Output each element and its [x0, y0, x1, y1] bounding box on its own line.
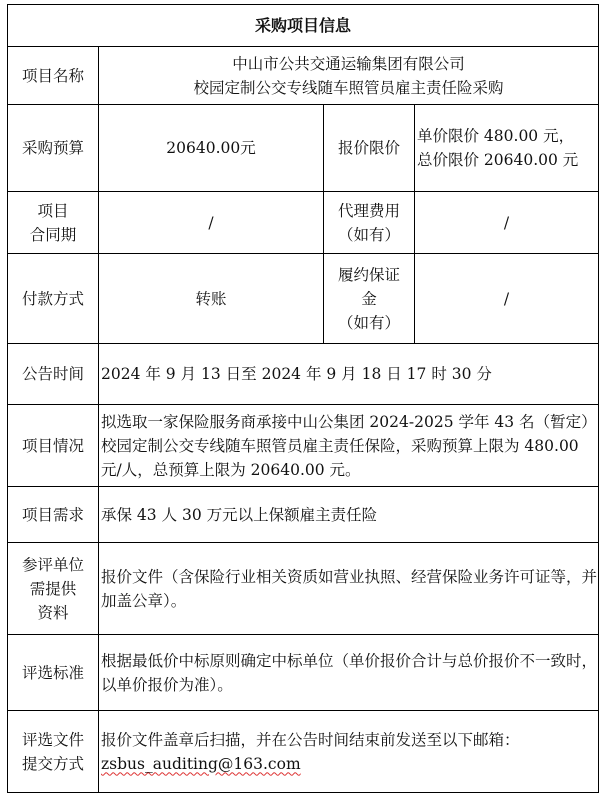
- performance-bond-value: /: [415, 254, 599, 344]
- notice-time-row: [8, 344, 599, 405]
- price-limit-value: [415, 105, 599, 192]
- performance-bond-label: [324, 254, 415, 344]
- project-name-line1: 中山市公共交通运输集团有限公司: [232, 54, 465, 73]
- performance-bond-label-line3: （如有）: [337, 313, 400, 332]
- project-name-line2: 校园定制公交专线随车照管员雇主责任险采购: [193, 78, 504, 97]
- unit-price-limit: 单价限价 480.00 元，: [417, 127, 575, 145]
- requirement-value: 承保 43 人 30 万元以上保额雇主责任险: [99, 487, 599, 543]
- situation-value: 拟选取一家保险服务商承接中山公集团 2024-2025 学年 43 名（暂定）校园定制公交专线随车照管员雇主责任保险，采购预算上限为 480.00 元/人，总预算上限为 20640.00 元。: [99, 405, 599, 487]
- materials-value: 报价文件（含保险行业相关资质如营业执照、经营保险业务许可证等，并加盖公章）。: [99, 543, 599, 635]
- payment-row: [8, 254, 599, 344]
- criteria-value: 根据最低价中标原则确定中标单位（单价报价合计与总价报价不一致时，以单价报价为准）。: [99, 635, 599, 711]
- agency-fee-label-line2: （如有）: [337, 225, 400, 244]
- contract-period-label-line1: 项目: [37, 201, 69, 220]
- contract-period-row: [8, 192, 599, 254]
- agency-fee-value: /: [415, 192, 599, 254]
- performance-bond-label-line2: 金: [361, 289, 377, 308]
- situation-row: [8, 405, 599, 487]
- submission-label-line2: 提交方式: [21, 754, 84, 773]
- project-name-label: 项目名称: [8, 47, 99, 105]
- notice-time-value: 2024 年 9 月 13 日至 2024 年 9 月 18 日 17 时 30 分: [99, 344, 599, 405]
- situation-label: 项目情况: [8, 405, 99, 487]
- total-price-limit: 总价限价 20640.00 元: [417, 151, 579, 169]
- requirement-label: 项目需求: [8, 487, 99, 543]
- materials-row: [8, 543, 599, 635]
- materials-label-line3: 资料: [37, 603, 69, 622]
- title-row: [8, 5, 599, 47]
- contract-period-label-line2: 合同期: [29, 225, 77, 244]
- performance-bond-label-line1: 履约保证: [337, 265, 400, 284]
- requirement-row: [8, 487, 599, 543]
- project-name-row: [8, 47, 599, 105]
- criteria-row: [8, 635, 599, 711]
- materials-label-line2: 需提供: [29, 579, 77, 598]
- price-limit-label: 报价限价: [324, 105, 415, 192]
- budget-label: 采购预算: [8, 105, 99, 192]
- contract-period-value: /: [99, 192, 324, 254]
- contract-period-label: [8, 192, 99, 254]
- payment-value: 转账: [99, 254, 324, 344]
- notice-time-label: 公告时间: [8, 344, 99, 405]
- submission-label: [8, 711, 99, 793]
- materials-label-line1: 参评单位: [21, 555, 84, 574]
- budget-row: [8, 105, 599, 192]
- payment-label: 付款方式: [8, 254, 99, 344]
- criteria-label: 评选标准: [8, 635, 99, 711]
- budget-value: 20640.00元: [99, 105, 324, 192]
- table-title: 采购项目信息: [8, 5, 599, 47]
- materials-label: [8, 543, 99, 635]
- submission-value: [99, 711, 599, 793]
- agency-fee-label: [324, 192, 415, 254]
- procurement-info-table: [7, 4, 599, 793]
- submission-email[interactable]: zsbus_auditing@163.com: [101, 754, 301, 773]
- submission-text: 报价文件盖章后扫描，并在公告时间结束前发送至以下邮箱：: [101, 730, 520, 749]
- agency-fee-label-line1: 代理费用: [337, 201, 400, 220]
- submission-row: [8, 711, 599, 793]
- project-name-value: [99, 47, 599, 105]
- submission-label-line1: 评选文件: [21, 730, 84, 749]
